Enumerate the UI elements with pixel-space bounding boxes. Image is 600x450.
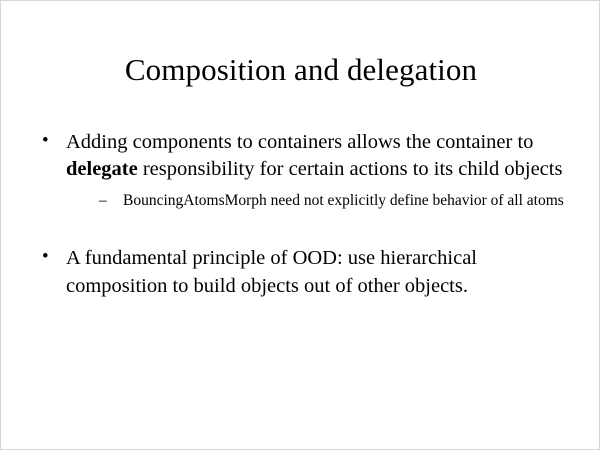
bullet-text-after: responsibility for certain actions to its child objects (137, 158, 563, 181)
bullet-text: A fundamental principle of OOD: use hierarchical composition to build objects out of other objects. (66, 247, 477, 297)
spacer (37, 215, 565, 245)
bullet-text-before: Adding components to containers allows the container to (66, 131, 534, 153)
list-spacer (37, 215, 565, 245)
bullet-list (37, 129, 565, 300)
dash-marker-icon: – (99, 192, 107, 210)
bullet-marker-icon: • (42, 246, 49, 268)
list-item (37, 245, 565, 299)
sub-list-item (93, 190, 565, 211)
slide-body (37, 129, 565, 304)
sub-bullet-list (66, 190, 565, 211)
bullet-text (66, 129, 565, 183)
page-title: Composition and delegation (124, 52, 478, 87)
bullet-marker-icon: • (42, 130, 49, 151)
bullet-text-emphasis: delegate (66, 158, 138, 181)
sub-bullet-text: BouncingAtomsMorph need not explicitly define behavior of all atoms (123, 192, 564, 210)
list-item (37, 129, 565, 211)
